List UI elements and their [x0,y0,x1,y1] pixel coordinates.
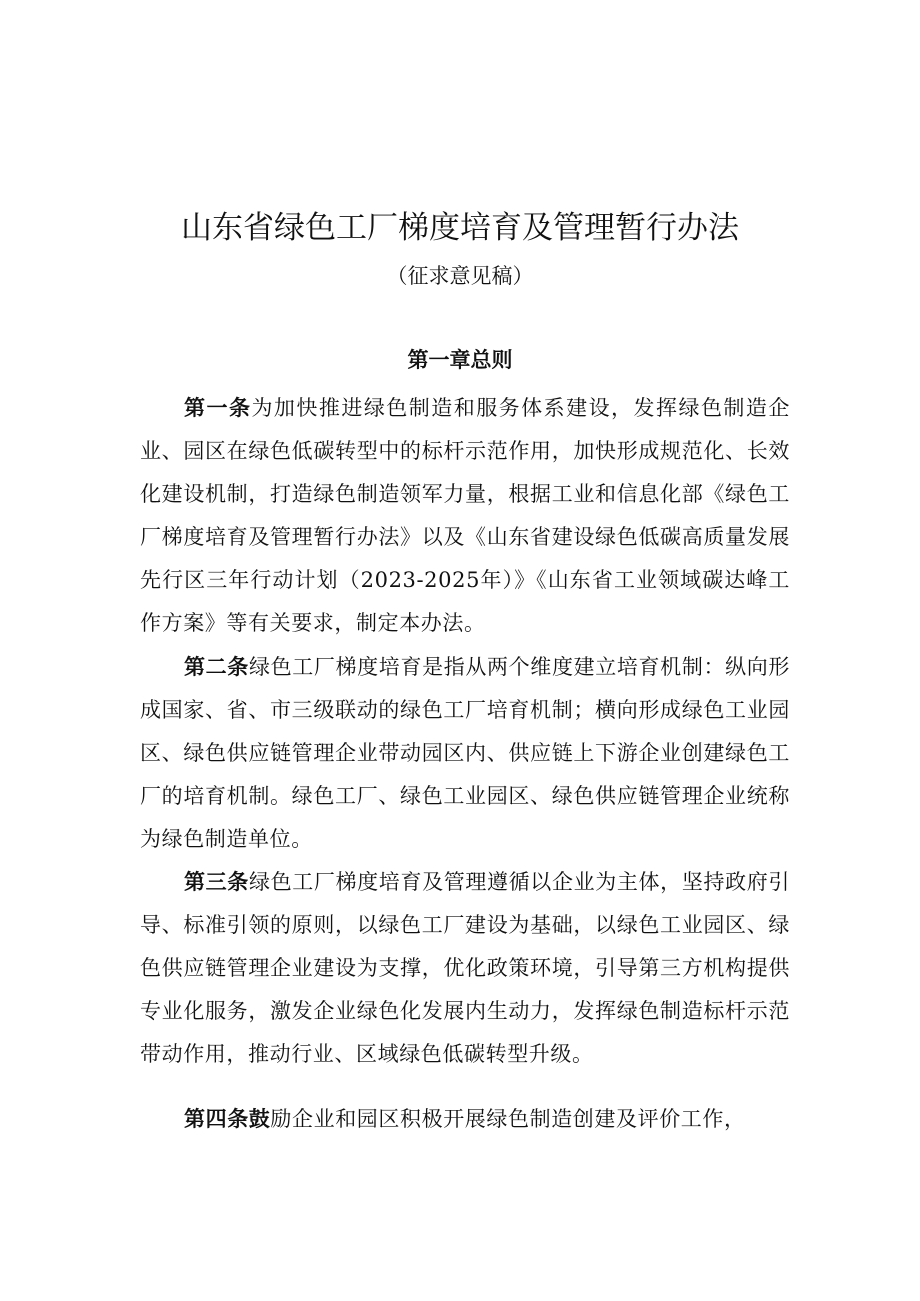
article-4-label: 第四条鼓 [184,1106,271,1131]
article-1 [140,386,790,645]
document-title: 山东省绿色工厂梯度培育及管理暂行办法 [181,210,739,246]
article-3-text: 绿色工厂梯度培育及管理遵循以企业为主体，坚持政府引导、标准引领的原则，以绿色工厂建设为基础，以绿色工业园区、绿色供应链管理企业建设为支撑，优化政策环境，引导第三方机构提供专业化服务，激发企业绿色化发展内生动力，发挥绿色制造标杆示范带动作用，推动行业、区域绿色低碳转型升级。 [140,870,790,1066]
article-3-label: 第三条 [184,869,249,894]
article-1-text: 为加快推进绿色制造和服务体系建设，发挥绿色制造企业、园区在绿色低碳转型中的标杆示范作用，加快形成规范化、长效化建设机制，打造绿色制造领军力量，根据工业和信息化部《绿色工厂梯度培育及管理暂行办法》以及《山东省建设绿色低碳高质量发展先行区三年行动计划（2023-2025年）》《山东省工业领域碳达峰工作方案》等有关要求，制定本办法。 [140,396,790,635]
article-2 [140,645,790,861]
article-2-label: 第二条 [184,654,249,679]
article-4-text: 励企业和园区积极开展绿色制造创建及评价工作， [270,1107,746,1131]
article-4 [140,1097,790,1141]
chapter-heading: 第一章总则 [407,347,513,372]
article-2-text: 绿色工厂梯度培育是指从两个维度建立培育机制：纵向形成国家、省、市三级联动的绿色工厂培育机制；横向形成绿色工业园区、绿色供应链管理企业带动园区内、供应链上下游企业创建绿色工厂的培育机制。绿色工厂、绿色工业园区、绿色供应链管理企业统称为绿色制造单位。 [140,655,790,851]
document-subtitle: （征求意见稿） [386,264,534,288]
article-1-label: 第一条 [184,395,252,420]
article-3 [140,860,790,1076]
